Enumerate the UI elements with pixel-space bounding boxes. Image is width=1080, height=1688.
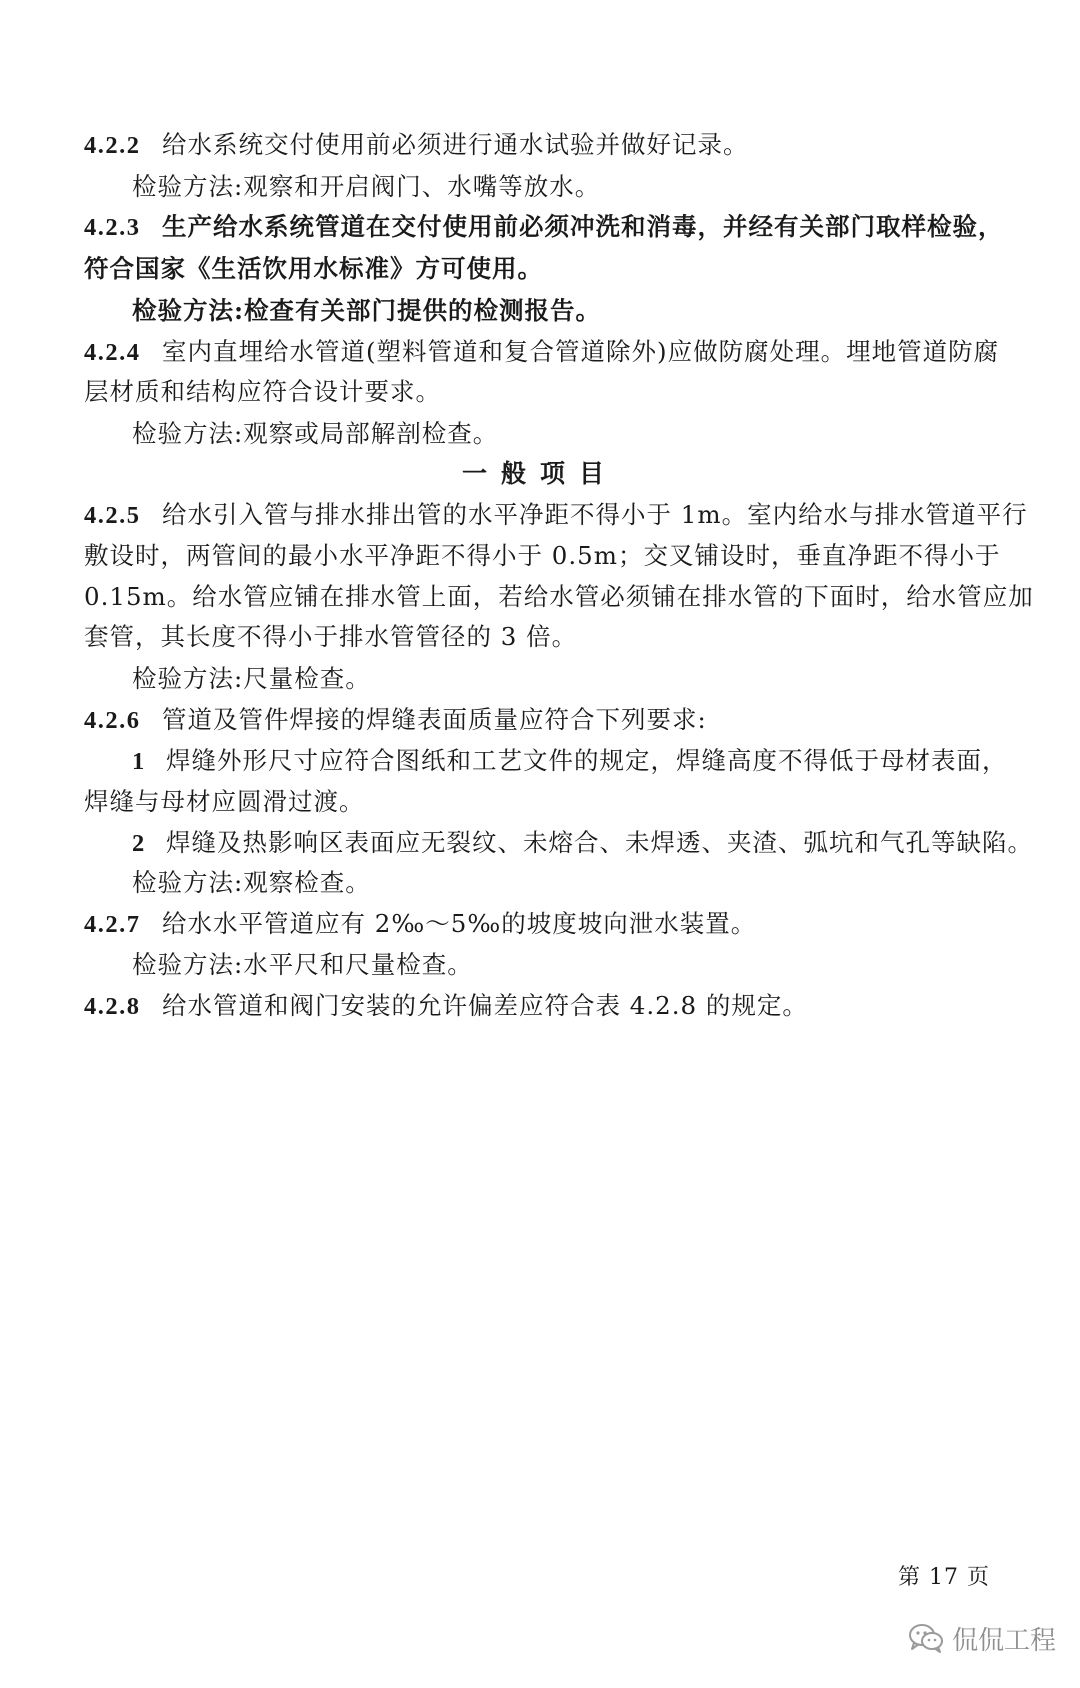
list-item-number: 1 [132, 748, 146, 775]
watermark-text: 侃侃工程 [952, 1625, 1057, 1656]
list-item-1 [132, 746, 1052, 777]
page-number: 第 17 页 [898, 1565, 990, 1590]
clause-number: 4.2.2 [84, 132, 141, 159]
clause-text: 管道及管件焊接的焊缝表面质量应符合下列要求: [162, 705, 707, 734]
inspection-method: 检验方法:观察和开启阀门、水嘴等放水。 [132, 172, 601, 201]
clause-number: 4.2.4 [84, 339, 141, 366]
clause-text-continued: 敷设时，两管间的最小水平净距不得小于 0.5m；交叉铺设时，垂直净距不得小于 [84, 541, 1001, 570]
list-item-2 [132, 828, 1052, 859]
clause-text: 室内直埋给水管道(塑料管道和复合管道除外)应做防腐处理。埋地管道防腐 [162, 337, 1000, 366]
clause-text-continued: 0.15m。给水管应铺在排水管上面，若给水管必须铺在排水管的下面时，给水管应加 [84, 582, 1034, 611]
clause-4-2-7 [84, 909, 1004, 940]
clause-number: 4.2.6 [84, 707, 141, 734]
clause-text-continued: 套管，其长度不得小于排水管管径的 3 倍。 [84, 622, 578, 651]
clause-text: 给水管道和阀门安装的允许偏差应符合表 4.2.8 的规定。 [162, 991, 808, 1020]
clause-number: 4.2.3 [84, 214, 141, 241]
clause-number: 4.2.7 [84, 911, 141, 938]
wechat-icon [908, 1623, 944, 1653]
list-item-number: 2 [132, 830, 146, 857]
clause-4-2-4 [84, 337, 1004, 368]
clause-text-continued: 层材质和结构应符合设计要求。 [84, 377, 441, 406]
clause-number: 4.2.8 [84, 993, 141, 1020]
list-item-text: 焊缝外形尺寸应符合图纸和工艺文件的规定，焊缝高度不得低于母材表面， [166, 746, 1008, 775]
clause-text: 给水引入管与排水排出管的水平净距不得小于 1m。室内给水与排水管道平行 [162, 500, 1028, 529]
inspection-method: 检验方法:检查有关部门提供的检测报告。 [132, 296, 602, 325]
list-item-text: 焊缝及热影响区表面应无裂纹、未熔合、未焊透、夹渣、弧坑和气孔等缺陷。 [166, 828, 1033, 857]
clause-4-2-8 [84, 991, 1004, 1022]
clause-4-2-2 [84, 130, 1004, 161]
watermark [908, 1620, 1056, 1656]
clause-number: 4.2.5 [84, 502, 141, 529]
section-title: 一般项目 [461, 459, 618, 488]
inspection-method: 检验方法:观察或局部解剖检查。 [132, 419, 499, 448]
list-item-text-continued: 焊缝与母材应圆滑过渡。 [84, 787, 365, 816]
clause-text: 生产给水系统管道在交付使用前必须冲洗和消毒，并经有关部门取样检验， [162, 212, 1004, 241]
clause-text: 给水系统交付使用前必须进行通水试验并做好记录。 [162, 130, 749, 159]
clause-text: 给水水平管道应有 2‰～5‰的坡度坡向泄水装置。 [162, 909, 757, 938]
clause-4-2-3 [84, 212, 1004, 243]
clause-4-2-6 [84, 705, 1004, 736]
clause-text-continued: 符合国家《生活饮用水标准》方可使用。 [84, 254, 543, 283]
inspection-method: 检验方法:观察检查。 [132, 868, 371, 897]
inspection-method: 检验方法:尺量检查。 [132, 664, 371, 693]
clause-4-2-5 [84, 500, 1028, 531]
inspection-method: 检验方法:水平尺和尺量检查。 [132, 950, 473, 979]
